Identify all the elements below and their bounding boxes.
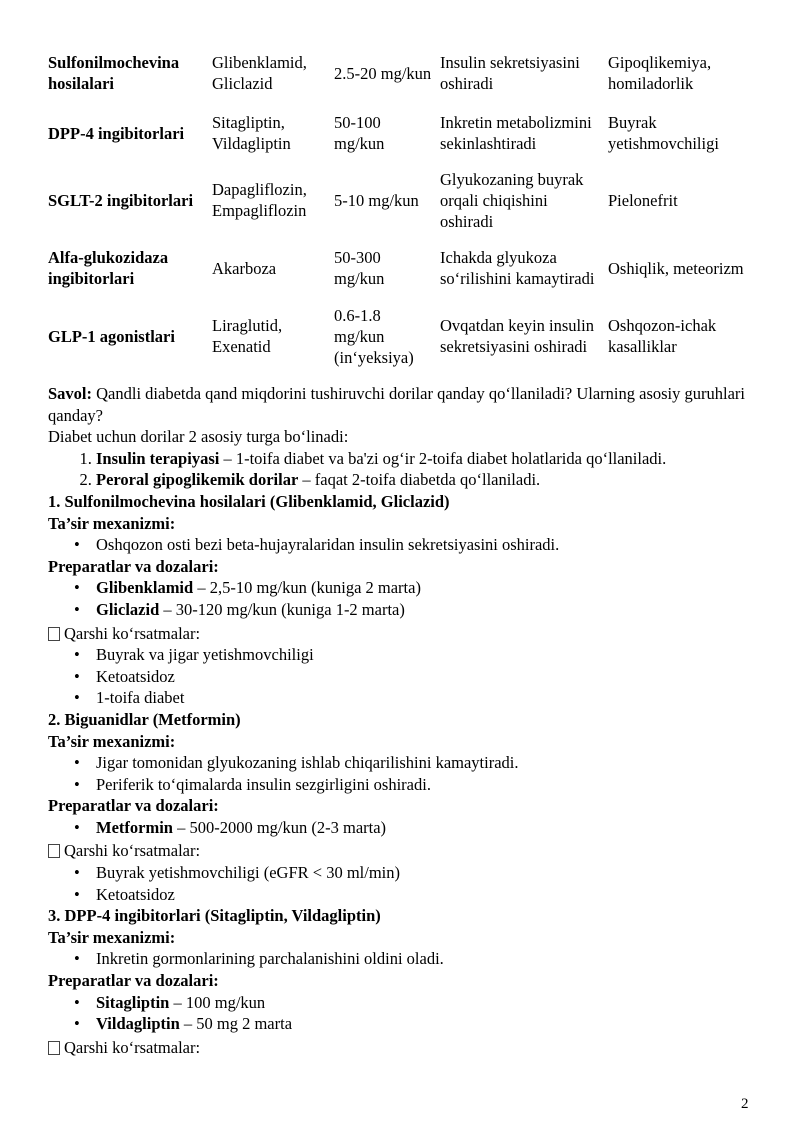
list-item <box>96 448 768 470</box>
drug-dose: – 50 mg 2 marta <box>179 1014 293 1034</box>
question-label: Savol: <box>48 384 93 403</box>
drug-groups-table <box>44 46 760 370</box>
mechanism-list <box>48 752 768 795</box>
missing-glyph-icon <box>48 627 60 641</box>
table-cell-group: Alfa-glukozidaza ingibitorlari <box>48 248 169 288</box>
contraindications-label: Qarshi ko‘rsatmalar: <box>64 623 201 643</box>
table-cell-dose: 50-300 mg/kun <box>334 248 385 288</box>
table-cell-side-effects: Buyrak yetishmovchiligi <box>608 113 719 153</box>
preparations-label: Preparatlar va dozalari: <box>48 796 219 816</box>
drug-name: Glibenklamid <box>96 578 194 598</box>
drug-dose: – 30-120 mg/kun (kuniga 1-2 marta) <box>159 599 405 619</box>
table-row <box>44 166 760 234</box>
section-title: 2. Biguanidlar (Metformin) <box>48 709 241 729</box>
drug-name: Gliclazid <box>96 599 160 619</box>
table-cell-action: Inkretin metabolizmini sekinlashtiradi <box>440 113 592 153</box>
contraindications-label: Qarshi ko‘rsatmalar: <box>64 841 201 861</box>
table-cell-drugs: Dapagliflozin, Empagliflozin <box>212 180 307 220</box>
type-name: Insulin terapiyasi <box>96 448 220 468</box>
section-title: 1. Sulfonilmochevina hosilalari (Glibenklamid, Gliclazid) <box>48 491 450 511</box>
drug-name: Sitagliptin <box>96 992 170 1012</box>
drug-dose: – 500-2000 mg/kun (2-3 marta) <box>172 817 387 837</box>
mechanism-label: Ta’sir mexanizmi: <box>48 731 176 751</box>
preparations-label: Preparatlar va dozalari: <box>48 556 219 576</box>
mechanism-list <box>48 534 768 556</box>
table-cell-group: Sulfonilmochevina hosilalari <box>48 53 180 93</box>
table-row <box>44 234 760 302</box>
list-item <box>96 817 768 839</box>
table-cell-group: SGLT-2 ingibitorlari <box>48 190 194 210</box>
intro-text: Diabet uchun dorilar 2 asosiy turga bo‘linadi: <box>48 427 349 447</box>
preparations-label: Preparatlar va dozalari: <box>48 971 219 991</box>
table-cell-drugs: Akarboza <box>212 258 277 278</box>
mechanism-list <box>48 948 768 970</box>
table-cell-dose: 0.6-1.8 mg/kun (in‘yeksiya) <box>334 305 414 367</box>
drug-dose: – 100 mg/kun <box>169 992 266 1012</box>
question-paragraph <box>48 383 768 426</box>
preparations-list <box>48 992 768 1035</box>
table-row <box>44 100 760 166</box>
section-title: 3. DPP-4 ingibitorlari (Sitagliptin, Vildagliptin) <box>48 906 381 926</box>
missing-glyph-icon <box>48 1041 60 1055</box>
table-cell-action: Glyukozaning buyrak orqali chiqishini oshiradi <box>440 169 584 231</box>
table-cell-action: Ichakda glyukoza so‘rilishini kamaytiradi <box>440 248 595 288</box>
contraindications-heading <box>48 840 768 862</box>
table-row <box>44 46 760 100</box>
contraindications-heading <box>48 623 768 645</box>
table-cell-group: GLP-1 agonistlari <box>48 326 175 346</box>
contraindications-list <box>48 862 768 905</box>
list-item <box>96 992 768 1014</box>
list-item: • Periferik to‘qimalarda insulin sezgirligini oshiradi. <box>96 774 768 796</box>
body-text <box>48 383 768 1058</box>
table-cell-dose: 2.5-20 mg/kun <box>334 63 432 83</box>
preparations-list <box>48 577 768 620</box>
list-item: • 1-toifa diabet <box>96 687 768 709</box>
list-item <box>96 577 768 599</box>
table-cell-side-effects: Pielonefrit <box>608 190 678 210</box>
drug-types-list <box>48 448 768 491</box>
drug-name: Vildagliptin <box>96 1014 180 1034</box>
contraindications-list <box>48 644 768 709</box>
list-item <box>96 1013 768 1035</box>
table-cell-side-effects: Gipoqlikemiya, homiladorlik <box>608 53 712 93</box>
table-cell-drugs: Sitagliptin, Vildagliptin <box>212 113 291 153</box>
list-item: • Jigar tomonidan glyukozaning ishlab chiqarilishini kamaytiradi. <box>96 752 768 774</box>
table-cell-dose: 50-100 mg/kun <box>334 113 385 153</box>
table-cell-drugs: Liraglutid, Exenatid <box>212 316 283 356</box>
list-item: • Ketoatsidoz <box>96 884 768 906</box>
table-cell-group: DPP-4 ingibitorlari <box>48 123 185 143</box>
list-item: • Inkretin gormonlarining parchalanishini oldini oladi. <box>96 948 768 970</box>
type-desc: – faqat 2-toifa diabetda qo‘llaniladi. <box>298 470 541 490</box>
table-row <box>44 302 760 370</box>
table-cell-action: Insulin sekretsiyasini oshiradi <box>440 53 580 93</box>
table-cell-dose: 5-10 mg/kun <box>334 190 419 210</box>
list-item: • Oshqozon osti bezi beta-hujayralaridan insulin sekretsiyasini oshiradi. <box>96 534 768 556</box>
mechanism-label: Ta’sir mexanizmi: <box>48 513 176 533</box>
list-item <box>96 469 768 491</box>
mechanism-label: Ta’sir mexanizmi: <box>48 927 176 947</box>
list-item: • Ketoatsidoz <box>96 666 768 688</box>
type-name: Peroral gipoglikemik dorilar <box>96 470 299 490</box>
preparations-list <box>48 817 768 839</box>
table-cell-action: Ovqatdan keyin insulin sekretsiyasini oshiradi <box>440 316 594 356</box>
missing-glyph-icon <box>48 844 60 858</box>
list-item: • Buyrak va jigar yetishmovchiligi <box>96 644 768 666</box>
contraindications-label: Qarshi ko‘rsatmalar: <box>64 1037 201 1057</box>
table-cell-drugs: Glibenklamid, Gliclazid <box>212 53 307 93</box>
list-item <box>96 599 768 621</box>
type-desc: – 1-toifa diabet va ba'zi og‘ir 2-toifa diabet holatlarida qo‘llaniladi. <box>219 448 667 468</box>
list-item: • Buyrak yetishmovchiligi (eGFR < 30 ml/min) <box>96 862 768 884</box>
question-text: Qandli diabetda qand miqdorini tushiruvchi dorilar qanday qo‘llaniladi? Ularning asosiy guruhlari qanday? <box>48 384 745 425</box>
page-number: 2 <box>741 1096 749 1112</box>
drug-dose: – 2,5-10 mg/kun (kuniga 2 marta) <box>193 578 421 598</box>
table-cell-side-effects: Oshqozon-ichak kasalliklar <box>608 316 717 356</box>
drug-name: Metformin <box>96 817 173 837</box>
contraindications-heading <box>48 1037 768 1059</box>
table-cell-side-effects: Oshiqlik, meteorizm <box>608 258 744 278</box>
